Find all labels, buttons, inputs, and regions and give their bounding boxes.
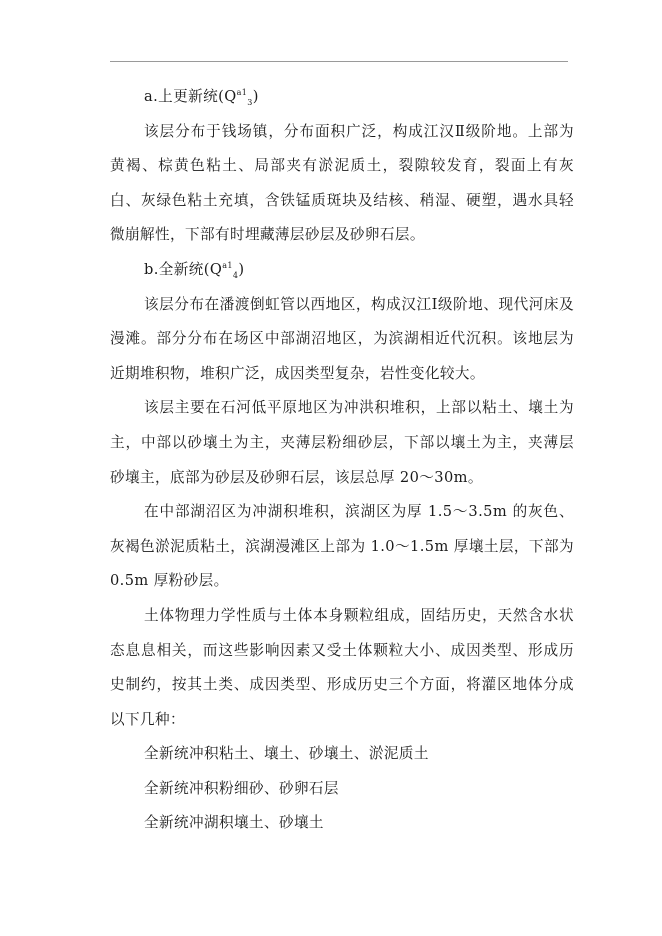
list-item: 全新统冲湖积壤土、砂壤土 (144, 814, 324, 832)
list-item: 全新统冲积粉细砂、砂卵石层 (144, 779, 339, 797)
section-b-paragraph-2: 该层主要在石河低平原地区为冲洪积堆积，上部以粘土、壤土为主，中部以砂壤土为主，夹薄层粉细砂层，下部以壤土为主，夹薄层砂壤主，底部为砂层及砂卵石层，该层总厚 20～30m。 (110, 399, 574, 486)
section-b-sup: a1 (222, 261, 233, 271)
section-b-heading (110, 253, 574, 288)
section-a-sub: 3 (247, 97, 253, 107)
header-rule (110, 61, 568, 62)
section-b-close: ) (238, 260, 245, 278)
soil-classification-paragraph: 土体物理力学性质与土体本身颗粒组成，固结历史，天然含水状态息息相关，而这些影响因素又受土体颗粒大小、成因类型、形成历史制约，按其土类、成因类型、形成历史三个方面，将灌区地体分成以下几种： (110, 606, 574, 728)
document-body (110, 80, 574, 841)
section-a-paragraph: 该层分布于钱场镇，分布面积广泛，构成江汉Ⅱ级阶地。上部为黄褐、棕黄色粘土、局部夹有淤泥质土，裂隙较发育，裂面上有灰白、灰绿色粘土充填，含铁锰质斑块及结核、稍湿、硬塑，遇水具轻微崩解性，下部有时埋藏薄层砂层及砂卵石层。 (110, 122, 574, 244)
list-item: 全新统冲积粘土、壤土、砂壤土、淤泥质土 (144, 745, 429, 763)
section-b-title: b.全新统(Q (144, 260, 223, 278)
section-a-close: ) (252, 88, 259, 105)
section-a-sup: a1 (236, 88, 248, 98)
section-b-paragraph-1: 该层分布在潘渡倒虹管以西地区，构成汉江Ⅰ级阶地、现代河床及漫滩。部分分布在场区中部湖沼地区，为滨湖相近代沉积。该地层为近期堆积物，堆积广泛，成因类型复杂，岩性变化较大。 (110, 295, 574, 382)
section-a-heading (110, 80, 574, 115)
section-a-title: a.上更新统(Q (144, 88, 237, 105)
section-b-sub: 4 (232, 270, 239, 280)
section-b-paragraph-3: 在中部湖沼区为冲湖积堆积，滨湖区为厚 1.5～3.5m 的灰色、灰褐色淤泥质粘土，滨湖漫滩区上部为 1.0～1.5m 厚壤土层，下部为 0.5m 厚粉砂层。 (110, 503, 574, 590)
